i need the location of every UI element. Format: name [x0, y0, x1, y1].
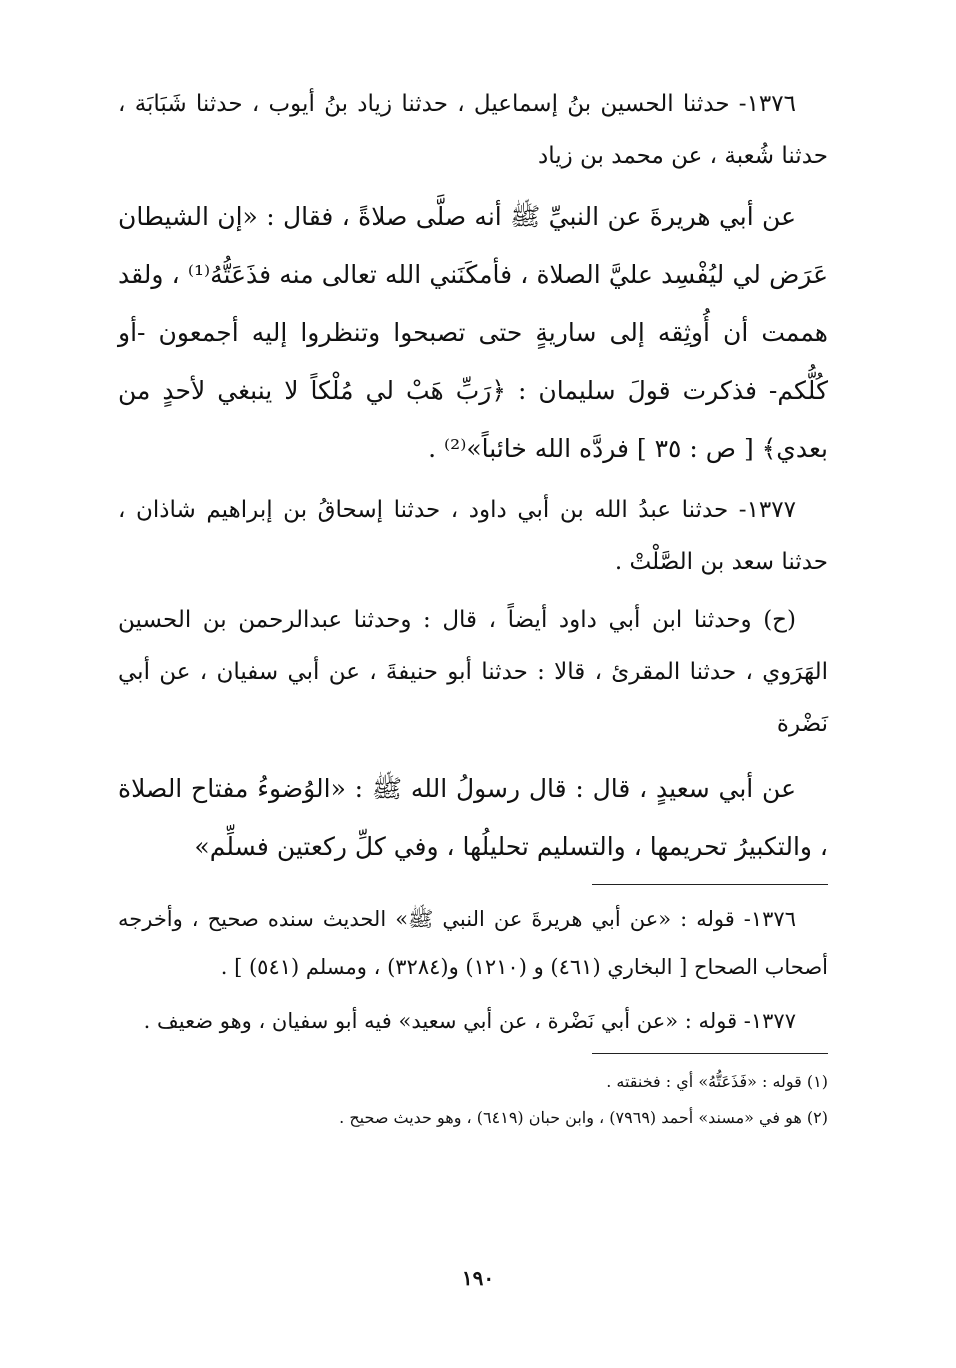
commentary-notes [118, 895, 828, 1045]
page-number: ١٩٠ [461, 1266, 495, 1290]
notes-divider [592, 884, 828, 885]
hadith-1377-second-isnad: (ح) وحدثنا ابن أبي داود أيضاً ، قال : وحدثنا عبدالرحمن بن الحسين الهَرَوي ، حدثنا المقرئ ، قالا : حدثنا أبو حنيفةَ ، عن أبي سفيان ، عن أبي نَضْرة [118, 607, 828, 737]
hadith-1377-isnad: ١٣٧٧- حدثنا عبدُ الله بن أبي داود ، حدثنا إسحاقُ بن إبراهيم شاذان ، حدثنا سعد بن الصَّلْتْ . [118, 497, 828, 575]
hadith-1376-isnad: ١٣٧٦- حدثنا الحسين بنُ إسماعيل ، حدثنا زياد بنُ أيوب ، حدثنا شَبَابَة ، حدثنا شُعبة ، عن محمد بن زياد [118, 91, 828, 169]
page-content [118, 78, 828, 1348]
footnote-2: (٢) هو في «مسند» أحمد (٧٩٦٩) ، وابن حبان (٦٤١٩) ، وهو حديث صحيح . [339, 1108, 828, 1127]
footnotes-divider [592, 1053, 828, 1054]
note-1377: ١٣٧٧- قوله : «عن أبي نَضْرة ، عن أبي سعيد» فيه أبو سفيان ، وهو ضعيف . [143, 1009, 796, 1033]
footnote-1: (١) قوله : «فَذَعَتُّهُ» أي : فخنقته . [606, 1072, 828, 1091]
footnotes [118, 1064, 828, 1136]
hadith-1377-matn: عن أبي سعيدٍ ، قال : قال رسولُ الله ﷺ : «الوُضوءُ مفتاح الصلاة ، والتكبيرُ تحريمها ، والتسليم تحليلُها ، وفي كلِّ ركعتين فسلِّم» [118, 774, 828, 861]
hadith-1376-matn: عن أبي هريرةَ عن النبيِّ ﷺ أنه صلَّى صلاةً ، فقال : «إن الشيطان عَرَض لي ليُفْسِد عليَّ الصلاة ، فأمكَنَني الله تعالى منه فذَعَتُّهُ⁽¹⁾ ، ولقد هممت أن أُوثِقه إلى ساريةٍ حتى تصبحوا وتنظروا إليه أجمعون -أو كُلُّكم- فذكرت قولَ سليمان : ﴿رَبِّ هَبْ لي مُلْكاً لا ينبغي لأحدٍ من بعدي﴾ [ ص : ٣٥ ] فردَّه الله خائباً»⁽²⁾ . [118, 202, 828, 463]
note-1376: ١٣٧٦- قوله : «عن أبي هريرةَ عن النبي ﷺ» الحديث سنده صحيح ، وأخرجه أصحاب الصحاح [ البخاري (٤٦١) و (١٢١٠) و(٣٢٨٤) ، ومسلم (٥٤١) ] . [118, 907, 828, 979]
